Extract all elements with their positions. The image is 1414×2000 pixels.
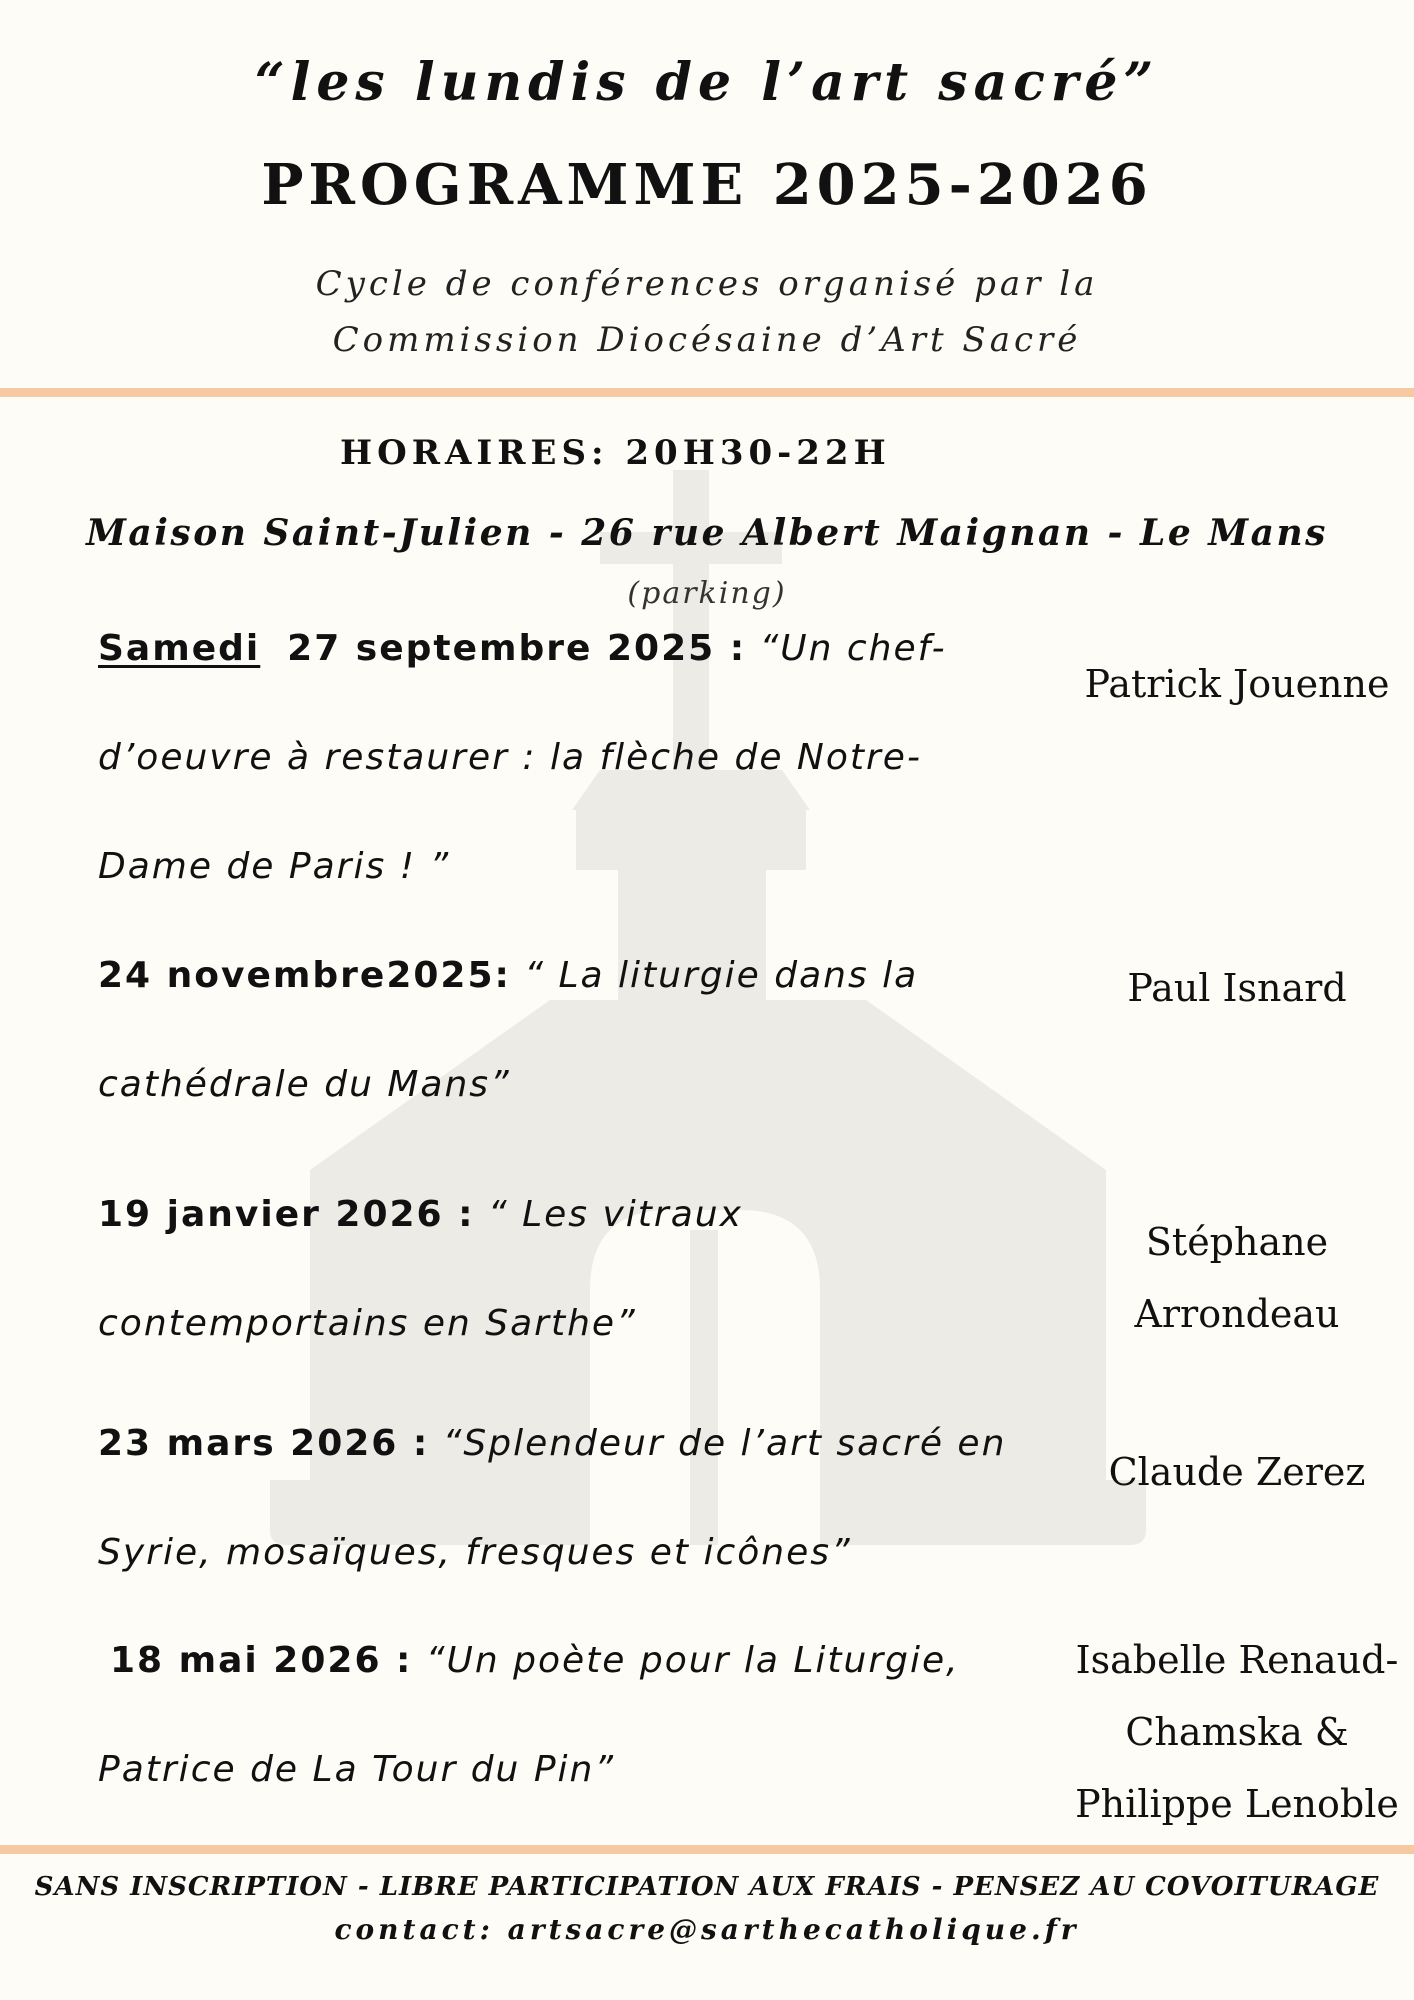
- event-4-line-2: [98, 1532, 852, 1573]
- event-5-speaker-line-3: Philippe Lenoble: [1075, 1782, 1399, 1826]
- bottom-divider: [0, 1845, 1414, 1854]
- event-5-title-1: “Un poète pour la Liturgie,: [425, 1640, 960, 1681]
- schedule-hours: HORAIRES: 20H30-22H: [340, 433, 891, 473]
- parking-note: (parking): [627, 576, 787, 611]
- event-2-line-1: [98, 955, 918, 996]
- event-2-title-2: cathédrale du Mans”: [98, 1064, 511, 1105]
- event-3-title-2: contemportains en Sarthe”: [98, 1303, 637, 1344]
- event-1-title-2: d’oeuvre à restaurer : la flèche de Notre-: [98, 737, 922, 778]
- event-1-title-3: Dame de Paris ! ”: [98, 846, 451, 887]
- subtitle-line-2: Commission Diocésaine d’Art Sacré: [332, 320, 1082, 360]
- event-3-line-1: [98, 1194, 743, 1235]
- event-3-speaker: [1072, 1206, 1402, 1350]
- subtitle-line-1: Cycle de conférences organisé par la: [315, 264, 1099, 304]
- event-4-title-2: Syrie, mosaïques, fresques et icônes”: [98, 1532, 852, 1573]
- event-4-title-1: “Splendeur de l’art sacré en: [442, 1423, 1007, 1464]
- event-3-title-1: “ Les vitraux: [487, 1194, 743, 1235]
- event-1-line-1: [98, 628, 947, 669]
- event-1-date: 27 septembre 2025 :: [287, 628, 747, 669]
- event-2-date: 24 novembre2025:: [98, 955, 511, 996]
- event-3-line-2: [98, 1303, 637, 1344]
- event-5-date: 18 mai 2026 :: [110, 1640, 413, 1681]
- footer-contact: contact: artsacre@sarthecatholique.fr: [334, 1913, 1080, 1946]
- event-1-line-3: [98, 846, 450, 887]
- event-2-line-2: [98, 1064, 511, 1105]
- event-5-speaker: [1072, 1624, 1402, 1840]
- event-3-speaker-line-1: Stéphane: [1145, 1220, 1329, 1264]
- event-4-line-1: [98, 1423, 1006, 1464]
- event-1-line-2: [98, 737, 922, 778]
- venue-address: Maison Saint-Julien - 26 rue Albert Maignan - Le Mans: [86, 512, 1328, 554]
- event-5-line-2: [98, 1749, 615, 1790]
- event-1-speaker: Patrick Jouenne: [1084, 662, 1390, 706]
- top-divider: [0, 388, 1414, 397]
- event-4-speaker: Claude Zerez: [1108, 1450, 1366, 1494]
- footer-notice: SANS INSCRIPTION - LIBRE PARTICIPATION AUX FRAIS - PENSEZ AU COVOITURAGE: [34, 1872, 1380, 1902]
- event-5-title-2: Patrice de La Tour du Pin”: [98, 1749, 615, 1790]
- event-series-title: “les lundis de l’art sacré”: [254, 52, 1160, 113]
- event-5-speaker-line-1: Isabelle Renaud-: [1075, 1638, 1399, 1682]
- event-2-title-1: “ La liturgie dans la: [524, 955, 919, 996]
- event-1-title-1: “Un chef-: [759, 628, 947, 669]
- event-3-speaker-line-2: Arrondeau: [1134, 1292, 1340, 1336]
- event-5-line-1: [110, 1640, 960, 1681]
- event-1-day: Samedi: [98, 628, 261, 669]
- event-2-speaker: Paul Isnard: [1127, 966, 1347, 1010]
- programme-heading: PROGRAMME 2025-2026: [261, 152, 1153, 218]
- event-3-date: 19 janvier 2026 :: [98, 1194, 475, 1235]
- event-4-date: 23 mars 2026 :: [98, 1423, 430, 1464]
- event-5-speaker-line-2: Chamska &: [1125, 1710, 1349, 1754]
